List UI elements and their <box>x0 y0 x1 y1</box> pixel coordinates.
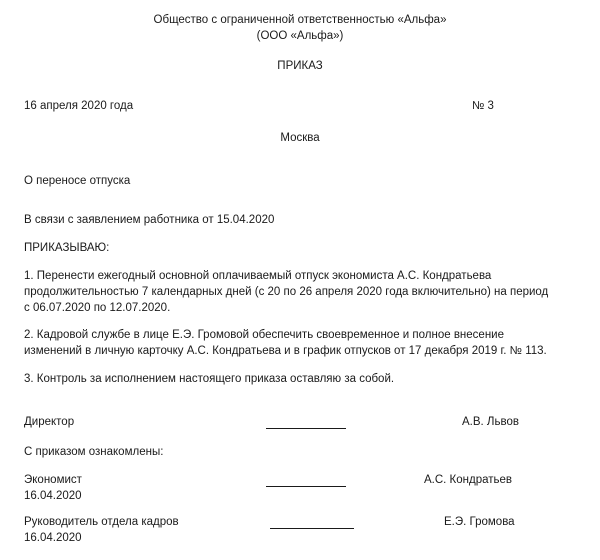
hr-head-name: Е.Э. Громова <box>444 516 515 528</box>
order-number: № 3 <box>472 100 494 112</box>
item-1-line-2: продолжительностью 7 календарных дней (с 20 по 26 апреля 2020 года включительно) на период <box>24 286 549 298</box>
item-3-line-1: 3. Контроль за исполнением настоящего приказа оставляю за собой. <box>24 373 395 385</box>
order-subject: О переносе отпуска <box>24 175 131 187</box>
item-2-line-1: 2. Кадровой службе в лице Е.Э. Громовой обеспечить своевременное и полное внесение <box>24 329 504 341</box>
director-title: Директор <box>24 416 75 428</box>
order-directive: ПРИКАЗЫВАЮ: <box>24 242 110 254</box>
economist-title: Экономист <box>24 474 82 486</box>
item-2-line-2: изменений в личную карточку А.С. Кондратьева и в график отпусков от 17 декабря 2019 г. № 113. <box>24 345 547 357</box>
item-1-line-3: с 06.07.2020 по 12.07.2020. <box>24 302 171 314</box>
hr-head-date: 16.04.2020 <box>24 532 82 544</box>
organization-short-name: (ООО «Альфа») <box>256 30 344 42</box>
acquainted-heading: С приказом ознакомлены: <box>24 446 164 458</box>
economist-date: 16.04.2020 <box>24 490 82 502</box>
item-1-line-1: 1. Перенести ежегодный основной оплачиваемый отпуск экономиста А.С. Кондратьева <box>24 270 492 282</box>
order-date: 16 апреля 2020 года <box>24 100 134 112</box>
document-type: ПРИКАЗ <box>277 60 323 72</box>
hr-head-title: Руководитель отдела кадров <box>24 516 179 528</box>
order-basis: В связи с заявлением работника от 15.04.2020 <box>24 214 275 226</box>
economist-signature-line <box>266 486 346 487</box>
organization-full-name: Общество с ограниченной ответственностью «Альфа» <box>153 14 447 26</box>
director-signature-line <box>266 428 346 429</box>
order-city: Москва <box>280 132 320 144</box>
hr-head-signature-line <box>270 528 354 529</box>
director-name: А.В. Львов <box>462 416 519 428</box>
economist-name: А.С. Кондратьев <box>424 474 513 486</box>
